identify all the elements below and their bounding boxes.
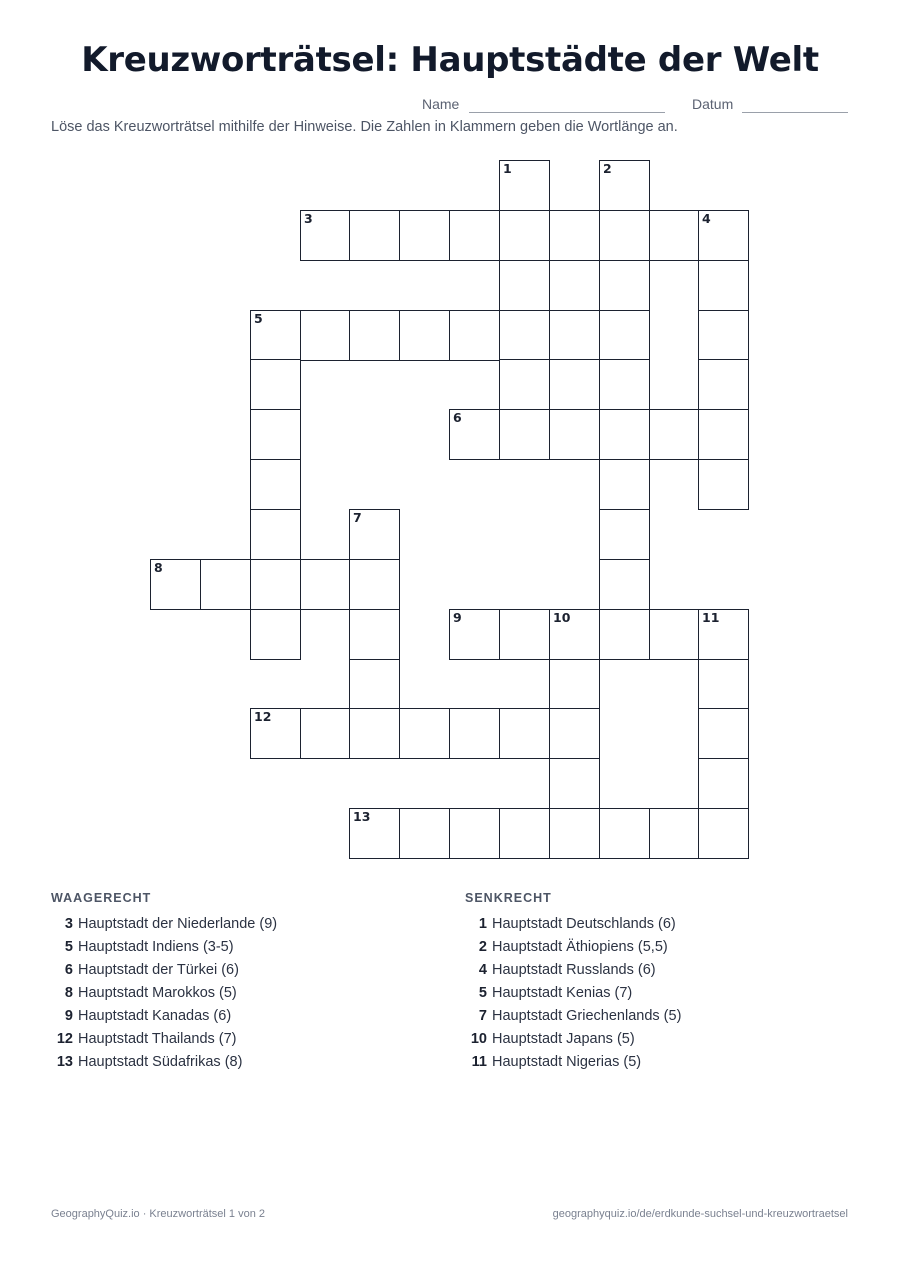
crossword-cell[interactable] xyxy=(599,409,650,460)
crossword-cell-11[interactable] xyxy=(698,609,749,660)
crossword-cell[interactable] xyxy=(549,409,600,460)
crossword-cell[interactable] xyxy=(599,310,650,361)
crossword-cell[interactable] xyxy=(449,210,500,261)
date-field[interactable] xyxy=(742,112,848,113)
crossword-cell[interactable] xyxy=(698,708,749,759)
crossword-cell[interactable] xyxy=(499,808,550,859)
name-label: Name xyxy=(422,96,460,112)
crossword-cell[interactable] xyxy=(698,659,749,710)
crossword-cell[interactable] xyxy=(649,210,700,261)
clue-text: Hauptstadt Südafrikas (8) xyxy=(78,1054,243,1070)
cell-number: 9 xyxy=(453,610,462,625)
crossword-cell-3[interactable] xyxy=(300,210,351,261)
across-clue xyxy=(51,959,277,982)
clue-text: Hauptstadt der Türkei (6) xyxy=(78,962,239,978)
clue-text: Hauptstadt Deutschlands (6) xyxy=(492,916,676,932)
clue-number: 2 xyxy=(478,939,487,955)
across-clue xyxy=(51,1005,277,1028)
clue-number: 5 xyxy=(64,939,73,955)
crossword-cell[interactable] xyxy=(499,260,550,311)
crossword-cell[interactable] xyxy=(499,708,550,759)
cell-number: 11 xyxy=(702,610,720,625)
clue-number: 5 xyxy=(478,985,487,1001)
down-clues xyxy=(465,913,681,1074)
crossword-cell[interactable] xyxy=(549,708,600,759)
clue-number: 6 xyxy=(64,962,73,978)
footer-left: GeographyQuiz.io · Kreuzworträtsel 1 von 2 xyxy=(51,1208,265,1220)
crossword-cell[interactable] xyxy=(649,808,700,859)
down-clue xyxy=(465,913,681,936)
crossword-cell[interactable] xyxy=(698,459,749,510)
clue-text: Hauptstadt Nigerias (5) xyxy=(492,1054,642,1070)
crossword-cell[interactable] xyxy=(250,359,301,410)
crossword-cell[interactable] xyxy=(399,708,450,759)
crossword-cell[interactable] xyxy=(250,459,301,510)
down-clue xyxy=(465,982,681,1005)
crossword-cell-13[interactable] xyxy=(349,808,400,859)
crossword-cell-8[interactable] xyxy=(150,559,201,610)
down-heading: SENKRECHT xyxy=(465,891,552,905)
crossword-cell[interactable] xyxy=(499,210,550,261)
crossword-cell[interactable] xyxy=(649,609,700,660)
clue-text: Hauptstadt Kenias (7) xyxy=(492,985,633,1001)
crossword-cell-6[interactable] xyxy=(449,409,500,460)
crossword-cell[interactable] xyxy=(599,359,650,410)
crossword-cell[interactable] xyxy=(349,659,400,710)
crossword-cell[interactable] xyxy=(250,509,301,560)
crossword-cell[interactable] xyxy=(549,758,600,809)
crossword-cell[interactable] xyxy=(698,808,749,859)
crossword-cell[interactable] xyxy=(300,559,351,610)
crossword-cell[interactable] xyxy=(599,459,650,510)
crossword-cell[interactable] xyxy=(599,609,650,660)
page-title: Kreuzworträtsel: Hauptstädte der Welt xyxy=(81,40,819,80)
cell-number: 4 xyxy=(702,211,711,226)
cell-number: 10 xyxy=(553,610,571,625)
crossword-cell[interactable] xyxy=(599,509,650,560)
crossword-cell[interactable] xyxy=(649,409,700,460)
crossword-cell[interactable] xyxy=(300,708,351,759)
crossword-cell-5[interactable] xyxy=(250,310,301,361)
crossword-cell[interactable] xyxy=(698,310,749,361)
down-clue xyxy=(465,1028,681,1051)
crossword-cell[interactable] xyxy=(349,310,400,361)
date-label: Datum xyxy=(692,96,734,112)
crossword-cell[interactable] xyxy=(449,310,500,361)
crossword-cell-2[interactable] xyxy=(599,160,650,211)
crossword-cell-4[interactable] xyxy=(698,210,749,261)
clue-number: 9 xyxy=(64,1008,73,1024)
crossword-cell[interactable] xyxy=(499,609,550,660)
cell-number: 7 xyxy=(353,510,362,525)
cell-number: 2 xyxy=(603,161,612,176)
across-heading: WAAGERECHT xyxy=(51,891,152,905)
footer-url: geographyquiz.io/de/erdkunde-suchsel-und-kreuzwortraetsel xyxy=(552,1208,848,1220)
crossword-cell[interactable] xyxy=(349,609,400,660)
cell-number: 12 xyxy=(254,709,272,724)
crossword-cell[interactable] xyxy=(250,409,301,460)
crossword-cell[interactable] xyxy=(499,409,550,460)
crossword-cell-1[interactable] xyxy=(499,160,550,211)
clue-number: 13 xyxy=(56,1054,73,1070)
crossword-cell[interactable] xyxy=(549,260,600,311)
clue-text: Hauptstadt Indiens (3-5) xyxy=(78,939,234,955)
crossword-cell[interactable] xyxy=(399,210,450,261)
crossword-cell-9[interactable] xyxy=(449,609,500,660)
crossword-cell-7[interactable] xyxy=(349,509,400,560)
crossword-cell[interactable] xyxy=(549,659,600,710)
cell-number: 5 xyxy=(254,311,263,326)
crossword-cell[interactable] xyxy=(300,310,351,361)
clue-number: 12 xyxy=(56,1031,73,1047)
crossword-cell[interactable] xyxy=(698,758,749,809)
crossword-cell[interactable] xyxy=(698,409,749,460)
clue-text: Hauptstadt Marokkos (5) xyxy=(78,985,237,1001)
clue-text: Hauptstadt Griechenlands (5) xyxy=(492,1008,682,1024)
clue-number: 10 xyxy=(470,1031,487,1047)
across-clues xyxy=(51,913,277,1074)
cell-number: 13 xyxy=(353,809,371,824)
down-clue xyxy=(465,1005,681,1028)
crossword-cell[interactable] xyxy=(499,310,550,361)
crossword-cell[interactable] xyxy=(449,808,500,859)
cell-number: 1 xyxy=(503,161,512,176)
instructions: Löse das Kreuzworträtsel mithilfe der Hinweise. Die Zahlen in Klammern geben die Wortlänge an. xyxy=(51,119,678,135)
across-clue xyxy=(51,913,277,936)
crossword-cell[interactable] xyxy=(698,260,749,311)
clue-number: 7 xyxy=(478,1008,487,1024)
crossword-cell[interactable] xyxy=(399,310,450,361)
clue-text: Hauptstadt Russlands (6) xyxy=(492,962,656,978)
crossword-cell[interactable] xyxy=(250,559,301,610)
crossword-cell[interactable] xyxy=(349,708,400,759)
crossword-cell[interactable] xyxy=(599,808,650,859)
clue-text: Hauptstadt der Niederlande (9) xyxy=(78,916,278,932)
across-clue xyxy=(51,936,277,959)
clue-text: Hauptstadt Kanadas (6) xyxy=(78,1008,232,1024)
crossword-cell[interactable] xyxy=(549,310,600,361)
crossword-cell[interactable] xyxy=(449,708,500,759)
clue-number: 3 xyxy=(64,916,73,932)
crossword-cell[interactable] xyxy=(250,609,301,660)
crossword-cell-12[interactable] xyxy=(250,708,301,759)
crossword-cell[interactable] xyxy=(349,559,400,610)
cell-number: 6 xyxy=(453,410,462,425)
clue-number: 8 xyxy=(64,985,73,1001)
clue-text: Hauptstadt Thailands (7) xyxy=(78,1031,237,1047)
crossword-cell[interactable] xyxy=(599,260,650,311)
clue-number: 4 xyxy=(478,962,487,978)
crossword-cell[interactable] xyxy=(549,359,600,410)
crossword-cell[interactable] xyxy=(399,808,450,859)
crossword-cell[interactable] xyxy=(549,808,600,859)
across-clue xyxy=(51,1028,277,1051)
crossword-cell[interactable] xyxy=(349,210,400,261)
across-clue xyxy=(51,1051,277,1074)
down-clue xyxy=(465,1051,681,1074)
crossword-cell[interactable] xyxy=(698,359,749,410)
clue-text: Hauptstadt Äthiopiens (5,5) xyxy=(492,939,668,955)
crossword-cell[interactable] xyxy=(599,559,650,610)
cell-number: 3 xyxy=(304,211,313,226)
crossword-cell[interactable] xyxy=(549,210,600,261)
clue-text: Hauptstadt Japans (5) xyxy=(492,1031,635,1047)
crossword-cell[interactable] xyxy=(200,559,251,610)
crossword-cell[interactable] xyxy=(599,210,650,261)
crossword-cell[interactable] xyxy=(499,359,550,410)
down-clue xyxy=(465,959,681,982)
crossword-cell-10[interactable] xyxy=(549,609,600,660)
clue-number: 1 xyxy=(478,916,487,932)
down-clue xyxy=(465,936,681,959)
cell-number: 8 xyxy=(154,560,163,575)
name-field[interactable] xyxy=(469,112,665,113)
across-clue xyxy=(51,982,277,1005)
clue-number: 11 xyxy=(471,1054,487,1070)
